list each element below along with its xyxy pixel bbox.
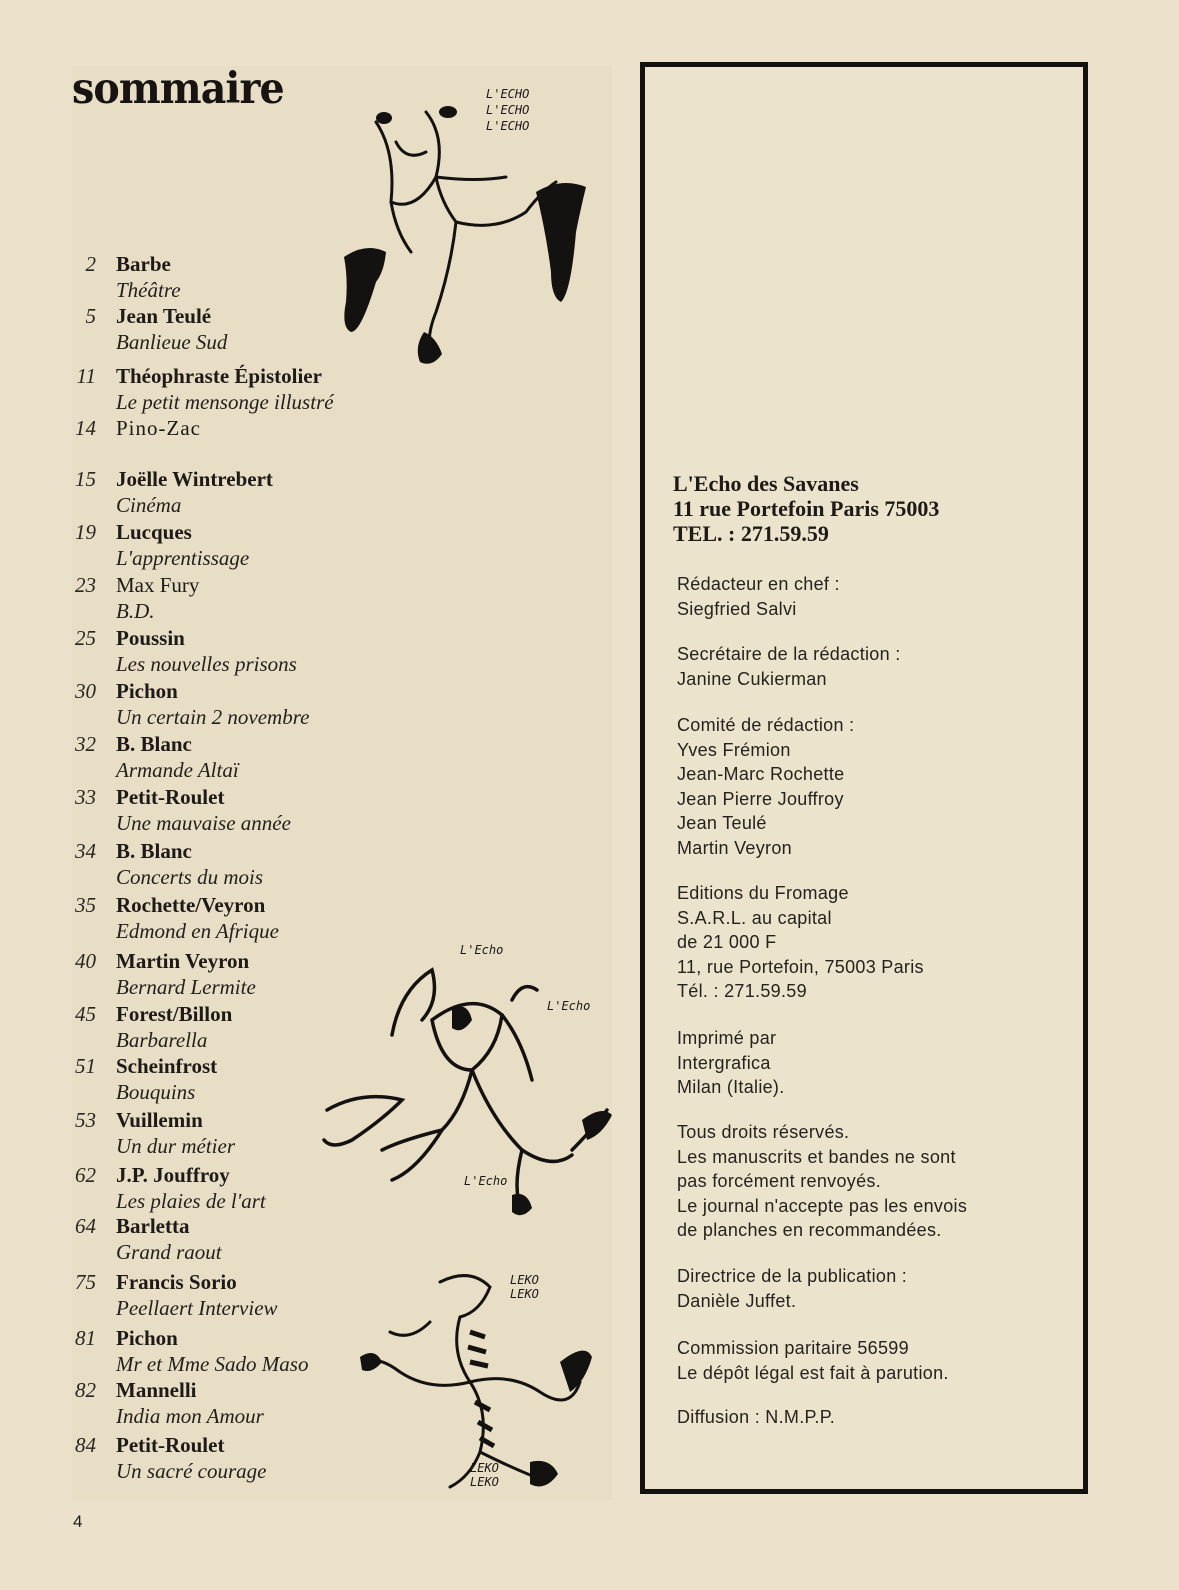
toc-page-number: 64 — [75, 1214, 96, 1238]
toc-subtitle: Le petit mensonge illustré — [116, 390, 334, 414]
toc-subtitle: Peellaert Interview — [116, 1296, 278, 1320]
credit-editorial-committee — [677, 713, 854, 860]
credit-line: Diffusion : N.M.P.P. — [677, 1407, 836, 1427]
credit-line: Janine Cukierman — [677, 668, 827, 689]
credit-line: Rédacteur en chef : — [677, 574, 840, 594]
publication-phone: TEL. : 271.59.59 — [673, 521, 829, 546]
toc-page-number: 23 — [75, 573, 96, 597]
running-figure-drawing — [336, 82, 606, 372]
toc-subtitle: Cinéma — [116, 493, 182, 517]
toc-author: Poussin — [116, 626, 185, 650]
toc-page-number: 15 — [75, 467, 96, 491]
toc-author: B. Blanc — [116, 839, 192, 863]
credit-line: pas forcément renvoyés. — [677, 1171, 881, 1191]
drawing-caption: L'Echo — [547, 999, 591, 1013]
toc-author: Max Fury — [116, 573, 200, 597]
credit-line: Le journal n'accepte pas les envois — [677, 1195, 968, 1216]
credit-line: Editions du Fromage — [677, 883, 849, 903]
credit-line: Les manuscrits et bandes ne sont — [677, 1146, 956, 1167]
credit-line: Siegfried Salvi — [677, 598, 797, 619]
credit-editorial-secretary — [677, 642, 901, 691]
toc-subtitle: L'apprentissage — [116, 546, 250, 570]
drawing-caption: L'ECHO — [486, 87, 530, 101]
credit-editor-in-chief — [677, 572, 840, 621]
toc-page-number: 2 — [85, 252, 96, 276]
credit-line: Jean Pierre Jouffroy — [677, 788, 844, 809]
toc-page-number: 5 — [85, 304, 96, 328]
toc-subtitle: Une mauvaise année — [116, 811, 291, 835]
toc-page-number: 25 — [75, 626, 96, 650]
toc-subtitle: Un certain 2 novembre — [116, 705, 310, 729]
toc-subtitle: Les plaies de l'art — [116, 1189, 266, 1213]
drawing-caption: LEKO — [510, 1273, 539, 1287]
credit-line: de planches en recommandées. — [677, 1220, 942, 1240]
credit-line: Secrétaire de la rédaction : — [677, 644, 901, 664]
drawing-caption: L'ECHO — [486, 103, 530, 117]
credit-line: 11, rue Portefoin, 75003 Paris — [677, 956, 924, 977]
toc-page-number: 62 — [75, 1163, 96, 1187]
toc-author: Théophraste Épistolier — [116, 364, 322, 388]
toc-author: J.P. Jouffroy — [116, 1163, 230, 1187]
toc-page-number: 33 — [75, 785, 96, 809]
toc-author: Jean Teulé — [116, 304, 212, 328]
toc-author: Joëlle Wintrebert — [116, 467, 273, 491]
toc-page-number: 82 — [75, 1378, 96, 1402]
toc-author: Pino-Zac — [116, 416, 201, 440]
toc-page-number: 51 — [75, 1054, 96, 1078]
toc-subtitle: Mr et Mme Sado Maso — [116, 1352, 309, 1376]
toc-author: Petit-Roulet — [116, 785, 225, 809]
drawing-caption: L'Echo — [464, 1174, 508, 1188]
credit-commission — [677, 1336, 949, 1385]
toc-page-number: 32 — [75, 732, 96, 756]
toc-subtitle: B.D. — [116, 599, 155, 623]
credit-line: Le dépôt légal est fait à parution. — [677, 1362, 949, 1383]
credit-line: Commission paritaire 56599 — [677, 1338, 909, 1358]
toc-author: Barbe — [116, 252, 171, 276]
credit-line: Danièle Juffet. — [677, 1290, 797, 1311]
toc-author: Barletta — [116, 1214, 190, 1238]
toc-subtitle: India mon Amour — [116, 1404, 264, 1428]
page-title: sommaire — [72, 64, 284, 114]
toc-page-number: 30 — [75, 679, 96, 703]
credit-distribution — [677, 1405, 835, 1430]
toc-page-number: 45 — [75, 1002, 96, 1026]
toc-page-number: 81 — [75, 1326, 96, 1350]
toc-author: Mannelli — [116, 1378, 197, 1402]
toc-subtitle: Grand raout — [116, 1240, 222, 1264]
toc-author: Francis Sorio — [116, 1270, 237, 1294]
credit-line: Comité de rédaction : — [677, 715, 855, 735]
drawing-caption: LEKO — [510, 1287, 539, 1301]
credit-publisher — [677, 881, 924, 1004]
credit-line: Martin Veyron — [677, 837, 792, 858]
toc-author: Forest/Billon — [116, 1002, 233, 1026]
toc-page-number: 19 — [75, 520, 96, 544]
credit-publication-director — [677, 1264, 907, 1313]
publication-address: 11 rue Portefoin Paris 75003 — [673, 496, 940, 521]
toc-subtitle: Théâtre — [116, 278, 181, 302]
credit-line: Directrice de la publication : — [677, 1266, 908, 1286]
toc-subtitle: Un dur métier — [116, 1134, 235, 1158]
publication-header — [673, 471, 939, 546]
credit-printer — [677, 1026, 785, 1100]
credit-line: Tél. : 271.59.59 — [677, 981, 807, 1001]
toc-subtitle: Armande Altaï — [116, 758, 239, 782]
credit-line: Imprimé par — [677, 1028, 777, 1048]
toc-page-number: 75 — [75, 1270, 96, 1294]
drawing-caption: L'ECHO — [486, 119, 530, 133]
toc-page-number: 11 — [76, 364, 96, 388]
toc-author: Pichon — [116, 1326, 178, 1350]
toc-subtitle: Un sacré courage — [116, 1459, 267, 1483]
toc-subtitle: Les nouvelles prisons — [116, 652, 297, 676]
toc-page-number: 53 — [75, 1108, 96, 1132]
toc-subtitle: Bouquins — [116, 1080, 196, 1104]
toc-subtitle: Edmond en Afrique — [116, 919, 279, 943]
toc-page-number: 40 — [75, 949, 96, 973]
credit-line: S.A.R.L. au capital — [677, 907, 832, 928]
credit-rights — [677, 1120, 967, 1243]
drawing-caption: LEKO — [470, 1475, 499, 1489]
toc-subtitle: Bernard Lermite — [116, 975, 256, 999]
credit-line: Jean Teulé — [677, 813, 767, 833]
credit-line: Jean-Marc Rochette — [677, 764, 845, 784]
toc-author: Pichon — [116, 679, 178, 703]
drawing-caption: L'Echo — [460, 943, 504, 957]
credit-line: Milan (Italie). — [677, 1077, 785, 1097]
toc-author: Rochette/Veyron — [116, 893, 266, 917]
toc-subtitle: Concerts du mois — [116, 865, 263, 889]
toc-page-number: 84 — [75, 1433, 96, 1457]
dancing-figure-drawing — [322, 940, 622, 1240]
toc-page-number: 35 — [75, 893, 96, 917]
credit-line: Intergrafica — [677, 1052, 771, 1073]
credit-line: Yves Frémion — [677, 739, 791, 760]
credit-line: de 21 000 F — [677, 932, 777, 952]
toc-subtitle: Barbarella — [116, 1028, 208, 1052]
striped-figure-drawing — [330, 1262, 610, 1502]
publication-name: L'Echo des Savanes — [673, 471, 859, 496]
toc-author: Petit-Roulet — [116, 1433, 225, 1457]
toc-subtitle: Banlieue Sud — [116, 330, 228, 354]
toc-page-number: 14 — [75, 416, 96, 440]
page-number: 4 — [73, 1512, 83, 1531]
toc-author: B. Blanc — [116, 732, 192, 756]
toc-author: Scheinfrost — [116, 1054, 218, 1078]
credit-line: Tous droits réservés. — [677, 1122, 850, 1142]
toc-author: Lucques — [116, 520, 192, 544]
toc-page-number: 34 — [75, 839, 96, 863]
toc-author: Martin Veyron — [116, 949, 250, 973]
toc-author: Vuillemin — [116, 1108, 203, 1132]
drawing-caption: LEKO — [470, 1461, 499, 1475]
